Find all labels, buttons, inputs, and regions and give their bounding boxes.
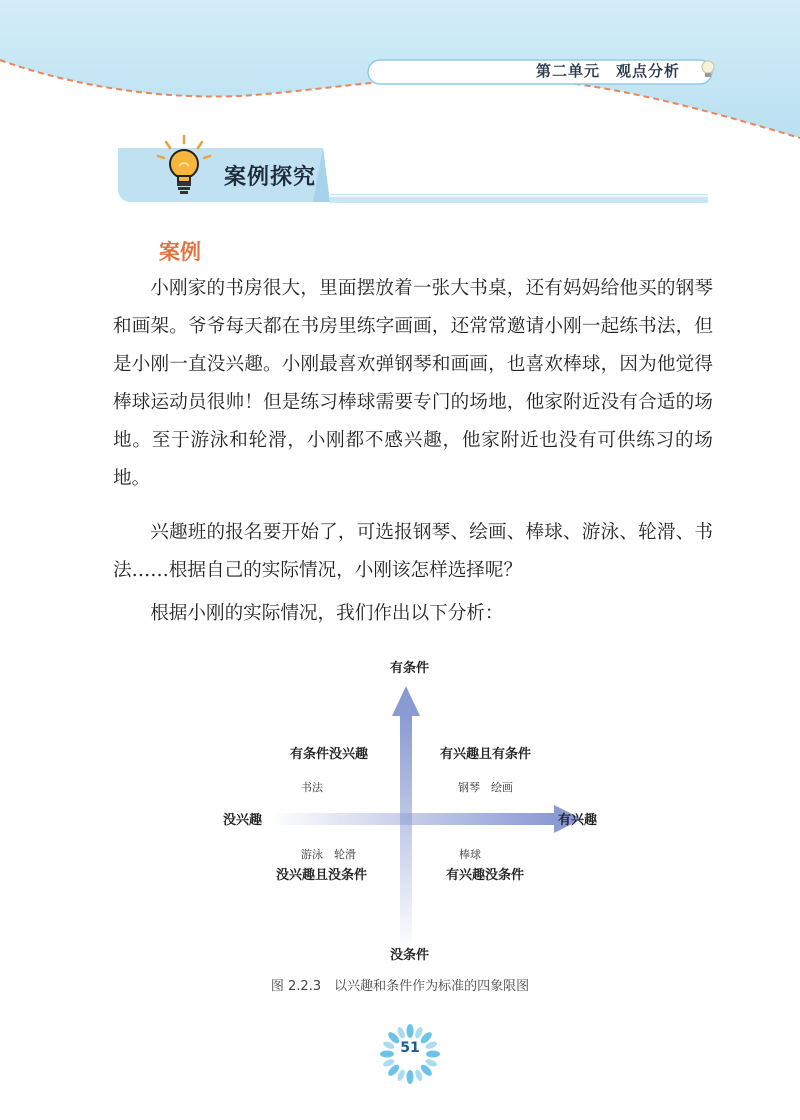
paragraph-1: 小刚家的书房很大，里面摆放着一张大书桌，还有妈妈给他买的钢琴和画架。爷爷每天都在书房里练字画画，还常常邀请小刚一起练书法，但是小刚一直没兴趣。小刚最喜欢弹钢琴和画画，也喜欢棒球，因为他觉得棒球运动员很帅！但是练习棒球需要专门的场地，他家附近没有合适的场地。至于游泳和轮滑，小刚都不感兴趣，他家附近也没有可供练习的场地。 bbox=[113, 278, 713, 489]
vertical-axis bbox=[400, 714, 412, 950]
quadrant-bottom-left-label: 没兴趣且没条件 bbox=[276, 868, 368, 883]
lightbulb-icon bbox=[154, 134, 214, 204]
axis-label-top: 有条件 bbox=[390, 661, 430, 676]
horizontal-axis bbox=[270, 813, 555, 825]
section-heading: 案例 bbox=[159, 240, 201, 264]
quadrant-top-right-items: 钢琴 绘画 bbox=[458, 781, 513, 794]
banner-label: 案例探究 bbox=[224, 165, 317, 190]
quadrant-top-right-label: 有兴趣且有条件 bbox=[440, 747, 532, 762]
figure-caption: 图 2.2.3 以兴趣和条件作为标准的四象限图 bbox=[270, 979, 530, 994]
paragraph-2: 兴趣班的报名要开始了，可选报钢琴、绘画、棒球、游泳、轮滑、书法……根据自己的实际情况，小刚该怎样选择呢？ bbox=[113, 522, 713, 581]
quadrant-bottom-left-items: 游泳 轮滑 bbox=[301, 848, 356, 861]
axis-label-right: 有兴趣 bbox=[558, 813, 598, 828]
quadrant-top-left-label: 有条件没兴趣 bbox=[290, 747, 369, 762]
vertical-arrowhead bbox=[392, 686, 420, 716]
header-title: 第二单元 观点分析 bbox=[536, 62, 681, 80]
quadrant-bottom-right-items: 棒球 bbox=[459, 848, 481, 861]
axis-label-left: 没兴趣 bbox=[223, 813, 263, 828]
axis-label-bottom: 没条件 bbox=[390, 948, 430, 963]
page-number: 51 bbox=[400, 1040, 420, 1056]
quadrant-diagram bbox=[220, 680, 600, 950]
quadrant-bottom-right-label: 有兴趣没条件 bbox=[446, 868, 525, 883]
quadrant-top-left-items: 书法 bbox=[301, 781, 323, 794]
paragraph-3: 根据小刚的实际情况，我们作出以下分析： bbox=[150, 603, 504, 624]
